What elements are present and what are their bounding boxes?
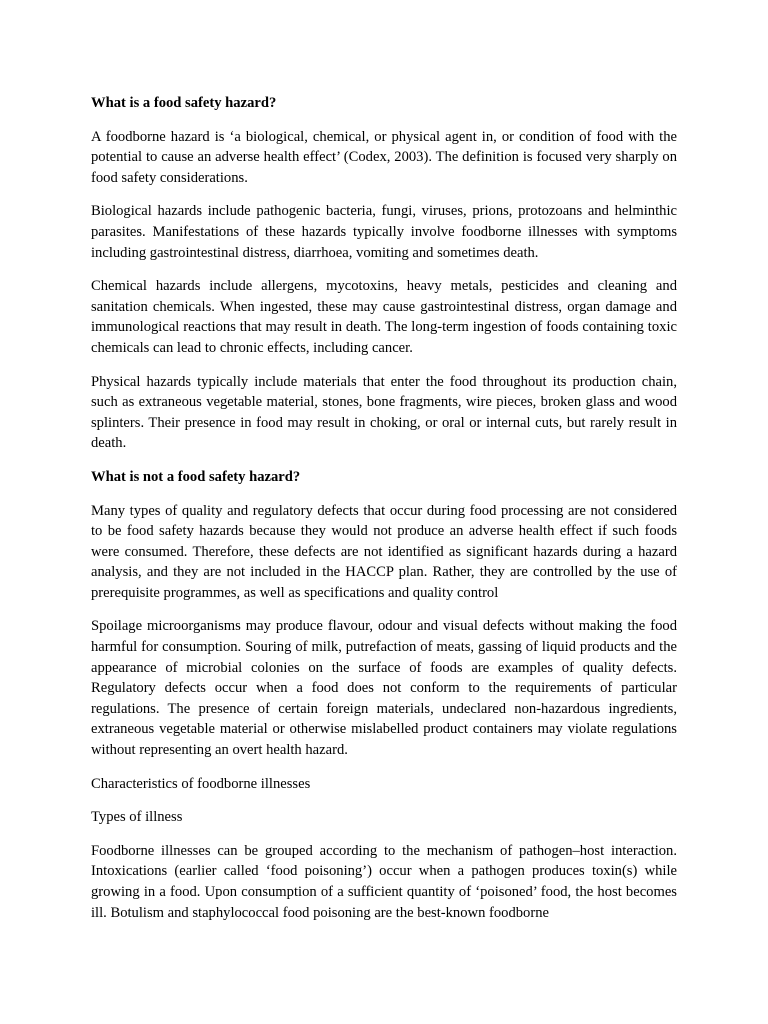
subheading-types-of-illness: Types of illness [91, 809, 183, 826]
paragraph-quality-regulatory-defects: Many types of quality and regulatory defects that occur during food processing are not considered to be food safety hazards because they would not produce an adverse health effect if such foods were consumed. Therefore, these defects are not identified as significant hazards during a hazard analysis, and they are not included in the HACCP plan. Rather, they are controlled by the use of prerequisite programmes, as well as specifications and quality control [91, 502, 677, 601]
heading-food-safety-hazard: What is a food safety hazard? [91, 95, 277, 111]
heading-not-food-safety-hazard: What is not a food safety hazard? [91, 468, 301, 485]
document-page [91, 93, 677, 936]
paragraph-foodborne-hazard-definition: A foodborne hazard is ‘a biological, chemical, or physical agent in, or condition of food with the potential to cause an adverse health effect’ (Codex, 2003). The definition is focused very sharply on food safety considerations. [91, 128, 677, 186]
paragraph-biological-hazards: Biological hazards include pathogenic bacteria, fungi, viruses, prions, protozoans and helminthic parasites. Manifestations of these hazards typically involve foodborne illnesses with symptoms including gastrointestinal distress, diarrhoea, vomiting and sometimes death. [91, 203, 677, 261]
subheading-characteristics: Characteristics of foodborne illnesses [91, 775, 311, 792]
paragraph-physical-hazards: Physical hazards typically include materials that enter the food throughout its production chain, such as extraneous vegetable material, stones, bone fragments, wire pieces, broken glass and wood splinters. Their presence in food may result in choking, or oral or internal cuts, but rarely result in death. [91, 373, 677, 452]
paragraph-chemical-hazards: Chemical hazards include allergens, mycotoxins, heavy metals, pesticides and cleaning and sanitation chemicals. When ingested, these may cause gastrointestinal distress, organ damage and immunological reactions that may result in death. The long-term ingestion of foods containing toxic chemicals can lead to chronic effects, including cancer. [91, 278, 677, 356]
paragraph-foodborne-illness-groups: Foodborne illnesses can be grouped according to the mechanism of pathogen–host interaction. Intoxications (earlier called ‘food poisoning’) occur when a pathogen produces toxin(s) while growing in a food. Upon consumption of a sufficient quantity of ‘poisoned’ food, the host becomes ill. Botulism and staphylococcal food poisoning are the best-known foodborne [91, 842, 677, 921]
paragraph-spoilage-microorganisms: Spoilage microorganisms may produce flavour, odour and visual defects without making the food harmful for consumption. Souring of milk, putrefaction of meats, gassing of liquid products and the appearance of microbial colonies on the surface of foods are examples of quality defects. Regulatory defects occur when a food does not conform to the requirements of particular regulations. The presence of certain foreign materials, undeclared non-hazardous ingredients, extraneous vegetable material or otherwise mislabelled product containers may violate regulations without representing an overt health hazard. [91, 618, 677, 759]
